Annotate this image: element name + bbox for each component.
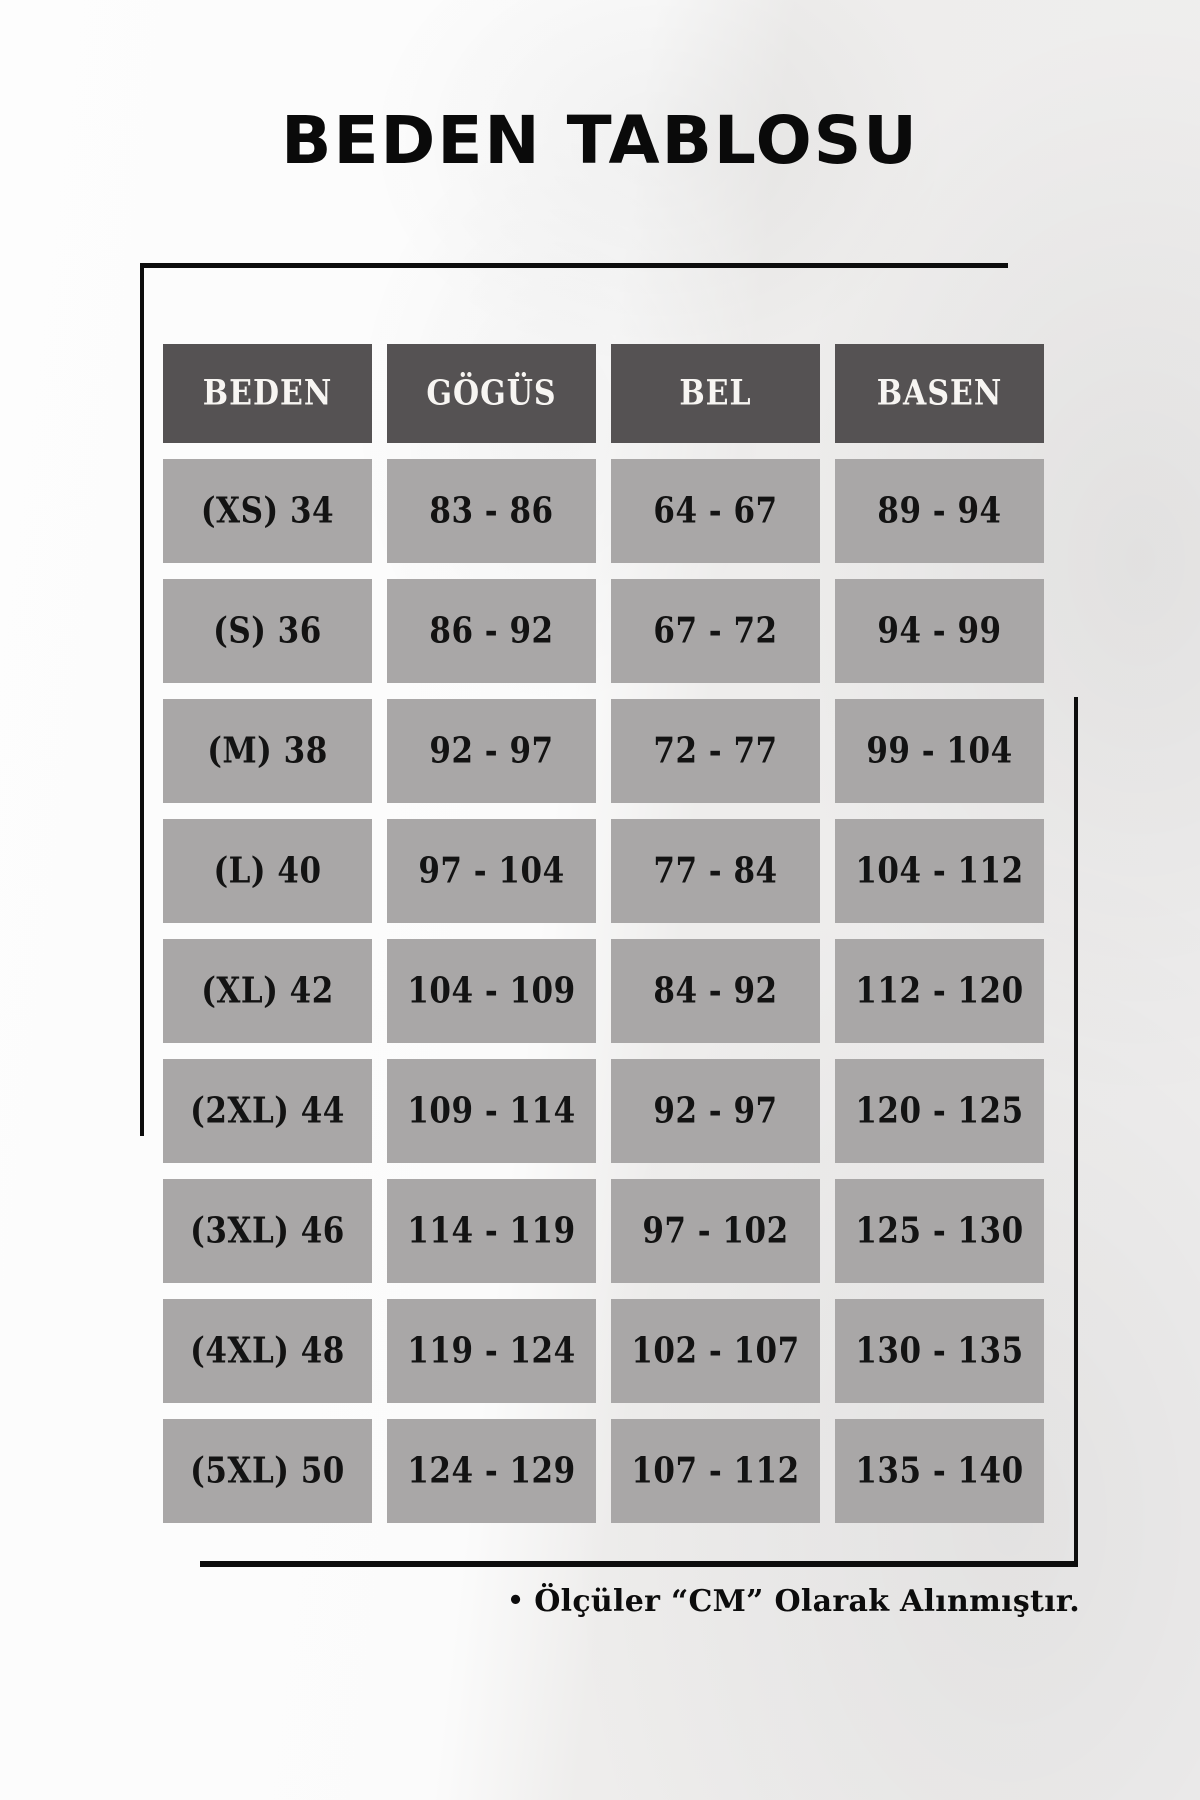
cell-value: (XL) 42 (201, 970, 334, 1012)
cell-basen (835, 1179, 1044, 1283)
cell-value: 104 - 112 (855, 850, 1024, 892)
cell-value: 112 - 120 (855, 970, 1024, 1012)
cell-value: 83 - 86 (429, 490, 554, 532)
cell-value: (S) 36 (213, 610, 322, 652)
cell-value: 67 - 72 (653, 610, 778, 652)
cell-value: 130 - 135 (855, 1330, 1024, 1372)
column-header-label: BASEN (876, 373, 1003, 414)
cell-value: 92 - 97 (429, 730, 554, 772)
cell-value: 92 - 97 (653, 1090, 778, 1132)
column-header-basen (835, 344, 1044, 443)
cell-size (163, 819, 372, 923)
cell-gogus (387, 1059, 596, 1163)
cell-value: 97 - 104 (418, 850, 565, 892)
cell-value: 77 - 84 (653, 850, 778, 892)
cell-value: 120 - 125 (855, 1090, 1024, 1132)
cell-value: (M) 38 (207, 730, 328, 772)
cell-size (163, 1059, 372, 1163)
column-header-label: BEL (679, 373, 752, 414)
cell-gogus (387, 1419, 596, 1523)
cell-size (163, 579, 372, 683)
cell-basen (835, 1059, 1044, 1163)
cell-gogus (387, 1179, 596, 1283)
cell-value: 104 - 109 (407, 970, 576, 1012)
cell-value: 107 - 112 (631, 1450, 800, 1492)
note-text: Ölçüler “CM” Olarak Alınmıştır. (534, 1584, 1080, 1619)
cell-value: (2XL) 44 (190, 1090, 345, 1132)
cell-value: 99 - 104 (866, 730, 1013, 772)
cell-bel (611, 1059, 820, 1163)
cell-value: 102 - 107 (631, 1330, 800, 1372)
column-header-bel (611, 344, 820, 443)
cell-bel (611, 459, 820, 563)
cell-size (163, 1419, 372, 1523)
cell-value: 97 - 102 (642, 1210, 789, 1252)
cell-value: 72 - 77 (653, 730, 778, 772)
cell-value: (4XL) 48 (190, 1330, 345, 1372)
cell-value: 135 - 140 (855, 1450, 1024, 1492)
cell-gogus (387, 939, 596, 1043)
cell-size (163, 939, 372, 1043)
cell-basen (835, 1419, 1044, 1523)
cell-bel (611, 1179, 820, 1283)
cell-value: (3XL) 46 (190, 1210, 345, 1252)
cell-basen (835, 939, 1044, 1043)
cell-gogus (387, 699, 596, 803)
cell-value: 119 - 124 (407, 1330, 576, 1372)
cell-value: (5XL) 50 (190, 1450, 345, 1492)
cell-bel (611, 699, 820, 803)
size-table (163, 344, 1044, 1523)
cell-value: (L) 40 (213, 850, 322, 892)
cell-basen (835, 819, 1044, 923)
cell-value: 64 - 67 (653, 490, 778, 532)
note-bullet: • (507, 1586, 525, 1616)
decorative-line-left (140, 263, 144, 1136)
cell-value: 114 - 119 (407, 1210, 576, 1252)
column-header-gogus (387, 344, 596, 443)
cell-value: 109 - 114 (407, 1090, 576, 1132)
cell-value: 94 - 99 (877, 610, 1002, 652)
cell-basen (835, 1299, 1044, 1403)
cell-gogus (387, 819, 596, 923)
cell-bel (611, 819, 820, 923)
cell-bel (611, 1419, 820, 1523)
decorative-line-bottom (200, 1561, 1078, 1567)
cell-basen (835, 699, 1044, 803)
decorative-line-top (140, 263, 1008, 268)
cell-size (163, 699, 372, 803)
cell-bel (611, 1299, 820, 1403)
column-header-label: GÖGÜS (426, 373, 557, 414)
cell-gogus (387, 459, 596, 563)
cell-bel (611, 579, 820, 683)
cell-value: (XS) 34 (200, 490, 335, 532)
cell-value: 125 - 130 (855, 1210, 1024, 1252)
cell-size (163, 1179, 372, 1283)
cell-gogus (387, 1299, 596, 1403)
cell-bel (611, 939, 820, 1043)
decorative-line-right (1074, 697, 1078, 1565)
cell-value: 89 - 94 (877, 490, 1002, 532)
cell-gogus (387, 579, 596, 683)
measurement-note (200, 1584, 1080, 1619)
cell-size (163, 1299, 372, 1403)
page-title: BEDEN TABLOSU (281, 102, 919, 179)
column-header-beden (163, 344, 372, 443)
column-header-label: BEDEN (202, 373, 333, 414)
cell-size (163, 459, 372, 563)
cell-value: 86 - 92 (429, 610, 554, 652)
cell-value: 84 - 92 (653, 970, 778, 1012)
cell-value: 124 - 129 (407, 1450, 576, 1492)
cell-basen (835, 459, 1044, 563)
cell-basen (835, 579, 1044, 683)
